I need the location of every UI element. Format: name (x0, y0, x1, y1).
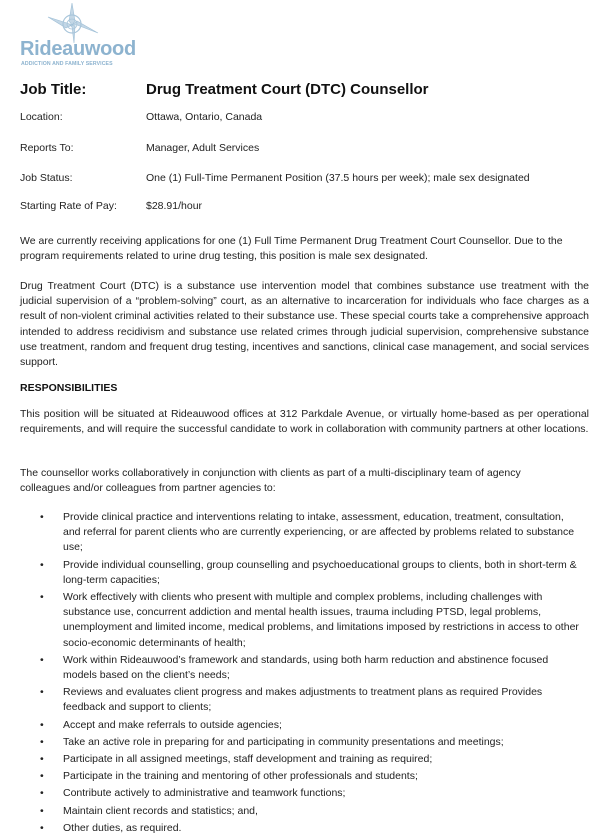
bullet-icon: • (40, 787, 44, 800)
job-title-row (20, 80, 591, 100)
bullet-icon: • (40, 770, 44, 783)
field-value: $28.91/hour (146, 200, 203, 212)
list-item (20, 769, 580, 784)
intro-paragraph: We are currently receiving applications for one (1) Full Time Permanent Drug Treatment Court Counsellor. Due to the program requirements related to urine drug testing, this position is male sex designated. (20, 235, 563, 263)
field-job-status (20, 171, 591, 185)
field-reports-to (20, 141, 591, 155)
field-label: Job Status: (20, 172, 73, 184)
list-item (20, 653, 580, 683)
list-item-text: Provide individual counselling, group counselling and psychoeducational groups to clients, both in short-term & long-term capacities; (63, 558, 577, 586)
list-item-text: Take an active role in preparing for and participating in community presentations and meetings; (63, 735, 504, 748)
compass-star-icon (44, 3, 100, 43)
bullet-icon: • (40, 804, 44, 817)
logo-tagline: ADDICTION AND FAMILY SERVICES (21, 61, 113, 67)
bullet-icon: • (40, 686, 44, 699)
logo-wordmark: Rideauwood (20, 38, 136, 60)
bullet-icon: • (40, 591, 44, 604)
list-item (20, 752, 580, 767)
responsibilities-heading: RESPONSIBILITIES (20, 382, 118, 394)
field-label: Reports To: (20, 142, 74, 154)
field-label: Location: (20, 111, 63, 123)
bullet-icon: • (40, 753, 44, 766)
list-item-text: Participate in the training and mentoring of other professionals and students; (63, 770, 418, 783)
list-item (20, 590, 580, 651)
field-location (20, 110, 591, 124)
list-item-text: Work effectively with clients who present with multiple and complex problems, including challenges with substance use, concurrent addiction and mental health issues, trauma including PTSD, legal problems, unemployment and limited income, medical problems, and limitations imposed by restrictions in access to other socio-economic determinants of health; (63, 591, 579, 649)
job-title-label: Job Title: (20, 81, 87, 98)
field-value: Ottawa, Ontario, Canada (146, 111, 263, 123)
bullet-icon: • (40, 653, 44, 666)
list-item-text: Provide clinical practice and interventions relating to intake, assessment, education, treatment, consultation, and referral for parent clients who are currently experiencing, or are affected by problems related to substance use; (63, 511, 575, 554)
list-item (20, 685, 580, 715)
list-item-text: Accept and make referrals to outside agencies; (63, 718, 282, 731)
field-value: Manager, Adult Services (146, 142, 260, 154)
field-label: Starting Rate of Pay: (20, 200, 117, 212)
list-item (20, 510, 580, 556)
team-paragraph: The counsellor works collaboratively in conjunction with clients as part of a multi-disciplinary team of agency colleagues and/or colleagues from partner agencies to: (20, 467, 521, 495)
rideauwood-logo (20, 3, 140, 69)
bullet-icon: • (40, 735, 44, 748)
bullet-icon: • (40, 558, 44, 571)
field-value: One (1) Full-Time Permanent Position (37.5 hours per week); male sex designated (146, 172, 530, 184)
list-item-text: Contribute actively to administrative and teamwork functions; (63, 787, 346, 800)
location-paragraph: This position will be situated at Rideauwood offices at 312 Parkdale Avenue, or virtually home-based as per operational requirements, and will require the successful candidate to work in collaboration with community partners at other locations. (20, 408, 589, 436)
list-item (20, 786, 580, 801)
list-item-text: Other duties, as required. (63, 821, 182, 834)
bullet-icon: • (40, 821, 44, 834)
list-item-text: Reviews and evaluates client progress and makes adjustments to treatment plans as required Provides feedback and support to clients; (63, 686, 543, 714)
list-item (20, 804, 580, 819)
bullet-icon: • (40, 718, 44, 731)
list-item (20, 821, 580, 836)
list-item (20, 718, 580, 733)
responsibilities-list (20, 510, 580, 838)
list-item-text: Maintain client records and statistics; and, (63, 804, 258, 817)
bullet-icon: • (40, 511, 44, 523)
field-pay-rate (20, 199, 591, 213)
list-item-text: Participate in all assigned meetings, staff development and training as required; (63, 753, 433, 766)
dtc-description-paragraph: Drug Treatment Court (DTC) is a substance use intervention model that combines substance use treatment with the judicial supervision of a “problem-solving” court, as an alternative to incarceration for individuals who face charges as a result of non-violent criminal activities related to their substance use. These special courts take a comprehensive approach intended to address recidivism and substance use related crimes through judicial supervision, comprehensive substance use treatment, random and frequent drug testing, incentives and sanctions, clinical case management, and social services support. (20, 280, 589, 369)
list-item-text: Work within Rideauwood’s framework and standards, using both harm reduction and abstinence focused models based on the client’s needs; (63, 653, 549, 682)
job-title-value: Drug Treatment Court (DTC) Counsellor (146, 81, 429, 98)
list-item (20, 735, 580, 750)
list-item (20, 558, 580, 588)
